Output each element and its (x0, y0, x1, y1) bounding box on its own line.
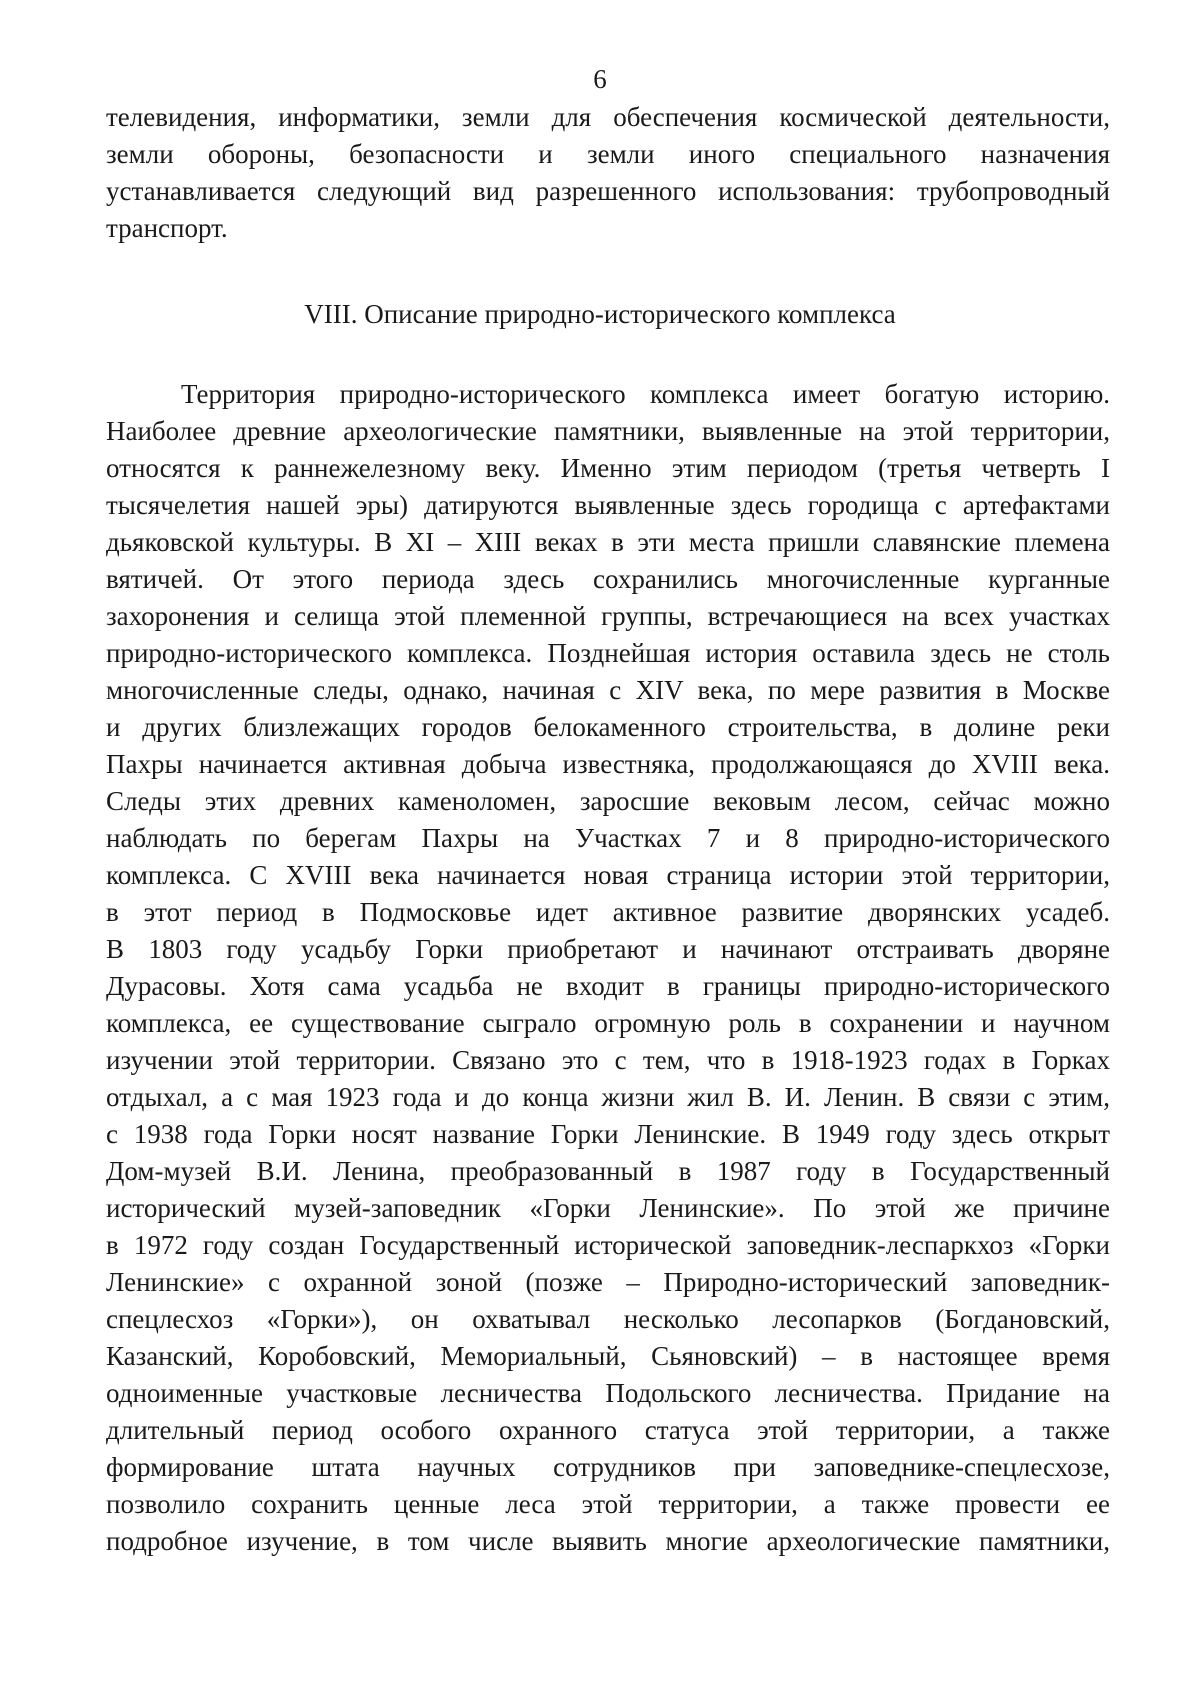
text-line: с 1938 года Горки носят название Горки Ленинские. В 1949 году здесь открыт (106, 1119, 1110, 1149)
text-line: спецлесхоз «Горки»), он охватывал несколько лесопарков (Богдановский, (106, 1304, 1110, 1334)
text-line: наблюдать по берегам Пахры на Участках 7 и 8 природно-исторического (106, 823, 1110, 853)
text-line: Дурасовы. Хотя сама усадьба не входит в границы природно-исторического (106, 971, 1110, 1001)
section-heading: VIII. Описание природно-исторического комплекса (304, 299, 896, 329)
text-line: длительный период особого охранного статуса этой территории, а также (106, 1415, 1110, 1445)
text-line: вятичей. От этого периода здесь сохранились многочисленные курганные (106, 564, 1110, 594)
text-line: Следы этих древних каменоломен, заросшие вековым лесом, сейчас можно (106, 786, 1110, 816)
text-line: земли обороны, безопасности и земли иного специального назначения (106, 139, 1110, 169)
text-line: позволило сохранить ценные леса этой территории, а также провести ее (106, 1489, 1110, 1519)
text-line: В 1803 году усадьбу Горки приобретают и начинают отстраивать дворяне (106, 934, 1110, 964)
text-line: Ленинские» с охранной зоной (позже – Природно-исторический заповедник- (106, 1267, 1110, 1297)
text-line: многочисленные следы, однако, начиная с XIV века, по мере развития в Москве (106, 675, 1110, 705)
text-line: в этот период в Подмосковье идет активное развитие дворянских усадеб. (106, 897, 1110, 927)
text-line: в 1972 году создан Государственный исторической заповедник-леспаркхоз «Горки (106, 1230, 1110, 1260)
text-line: транспорт. (106, 213, 228, 243)
text-line: подробное изучение, в том числе выявить многие археологические памятники, (106, 1526, 1110, 1556)
text-line: тысячелетия нашей эры) датируются выявленные здесь городища с артефактами (106, 490, 1110, 520)
text-line: формирование штата научных сотрудников при заповеднике-спецлесхозе, (106, 1452, 1110, 1482)
text-line: Территория природно-исторического комплекса имеет богатую историю. (181, 379, 1110, 409)
text-line: природно-исторического комплекса. Позднейшая история оставила здесь не столь (106, 638, 1110, 668)
text-line: захоронения и селища этой племенной группы, встречающиеся на всех участках (106, 601, 1110, 631)
text-line: исторический музей-заповедник «Горки Ленинские». По этой же причине (106, 1193, 1110, 1223)
text-line: отдыхал, а с мая 1923 года и до конца жизни жил В. И. Ленин. В связи с этим, (106, 1082, 1110, 1112)
text-line: Наиболее древние археологические памятники, выявленные на этой территории, (106, 416, 1110, 446)
text-line: комплекса, ее существование сыграло огромную роль в сохранении и научном (106, 1008, 1110, 1038)
text-line: дьяковской культуры. В XI – XIII веках в эти места пришли славянские племена (106, 527, 1110, 557)
text-line: телевидения, информатики, земли для обеспечения космической деятельности, (106, 102, 1110, 132)
text-line: Пахры начинается активная добыча известняка, продолжающаяся до XVIII века. (106, 749, 1110, 779)
text-line: комплекса. С XVIII века начинается новая страница истории этой территории, (106, 860, 1110, 890)
text-line: изучении этой территории. Связано это с тем, что в 1918-1923 годах в Горках (106, 1045, 1110, 1075)
text-line: и других близлежащих городов белокаменного строительства, в долине реки (106, 712, 1110, 742)
text-line: устанавливается следующий вид разрешенного использования: трубопроводный (106, 176, 1110, 206)
text-line: Дом-музей В.И. Ленина, преобразованный в 1987 году в Государственный (106, 1156, 1110, 1186)
text-line: относятся к раннежелезному веку. Именно этим периодом (третья четверть I (106, 453, 1110, 483)
text-line: Казанский, Коробовский, Мемориальный, Сьяновский) – в настоящее время (106, 1341, 1110, 1371)
page-number: 6 (593, 64, 607, 94)
text-line: одноименные участковые лесничества Подольского лесничества. Придание на (106, 1378, 1110, 1408)
